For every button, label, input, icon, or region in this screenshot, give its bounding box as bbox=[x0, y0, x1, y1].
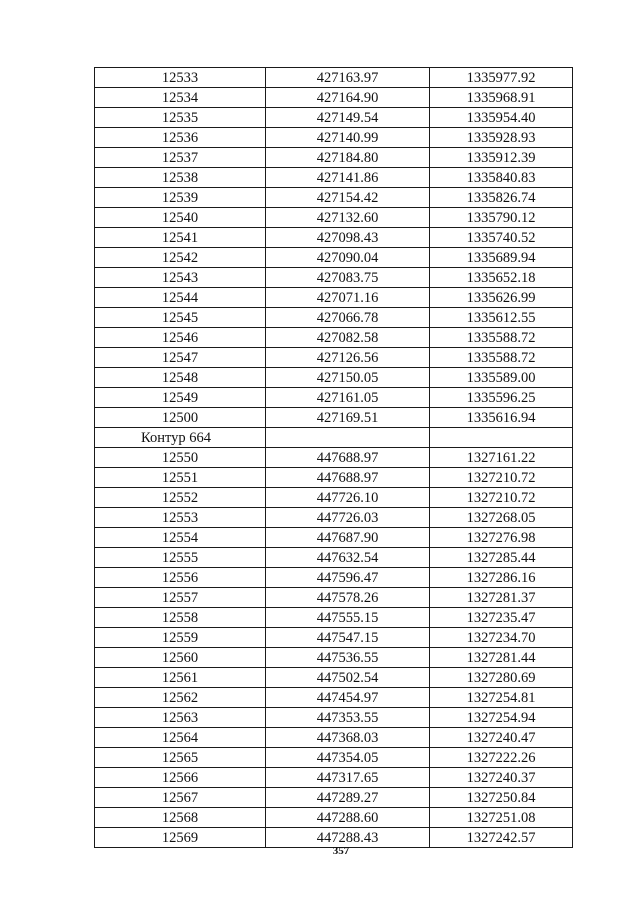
point-number-cell: 12554 bbox=[95, 528, 266, 548]
point-number-cell: 12561 bbox=[95, 668, 266, 688]
table-row bbox=[95, 668, 573, 688]
table-row bbox=[95, 68, 573, 88]
x-coordinate-cell: 447289.27 bbox=[266, 788, 430, 808]
table-row bbox=[95, 248, 573, 268]
x-coordinate-cell: 427164.90 bbox=[266, 88, 430, 108]
point-number-cell: 12539 bbox=[95, 188, 266, 208]
y-coordinate-cell: 1327210.72 bbox=[430, 488, 573, 508]
y-coordinate-cell: 1335588.72 bbox=[430, 328, 573, 348]
point-number-cell: 12535 bbox=[95, 108, 266, 128]
y-coordinate-cell: 1335954.40 bbox=[430, 108, 573, 128]
x-coordinate-cell: 447688.97 bbox=[266, 448, 430, 468]
x-coordinate-cell: 447555.15 bbox=[266, 608, 430, 628]
x-coordinate-cell: 447288.60 bbox=[266, 808, 430, 828]
y-coordinate-cell: 1327251.08 bbox=[430, 808, 573, 828]
table-row bbox=[95, 588, 573, 608]
x-coordinate-cell: 427090.04 bbox=[266, 248, 430, 268]
y-coordinate-cell: 1335652.18 bbox=[430, 268, 573, 288]
point-number-cell: 12546 bbox=[95, 328, 266, 348]
y-coordinate-cell: 1335616.94 bbox=[430, 408, 573, 428]
y-coordinate-cell: 1327286.16 bbox=[430, 568, 573, 588]
x-coordinate-cell: 447726.03 bbox=[266, 508, 430, 528]
point-number-cell: 12567 bbox=[95, 788, 266, 808]
y-coordinate-cell: 1327222.26 bbox=[430, 748, 573, 768]
x-coordinate-cell: 447547.15 bbox=[266, 628, 430, 648]
table-row bbox=[95, 568, 573, 588]
point-number-cell: 12540 bbox=[95, 208, 266, 228]
point-number-cell: 12534 bbox=[95, 88, 266, 108]
x-coordinate-cell: 427161.05 bbox=[266, 388, 430, 408]
y-coordinate-cell: 1327161.22 bbox=[430, 448, 573, 468]
y-coordinate-cell: 1327235.47 bbox=[430, 608, 573, 628]
x-coordinate-cell: 447726.10 bbox=[266, 488, 430, 508]
y-coordinate-cell: 1327240.37 bbox=[430, 768, 573, 788]
table-row bbox=[95, 628, 573, 648]
table-row bbox=[95, 348, 573, 368]
x-coordinate-cell: 427163.97 bbox=[266, 68, 430, 88]
x-coordinate-cell: 427184.80 bbox=[266, 148, 430, 168]
coordinates-table bbox=[94, 67, 573, 848]
table-row bbox=[95, 528, 573, 548]
y-coordinate-cell: 1327281.44 bbox=[430, 648, 573, 668]
x-coordinate-cell: 427082.58 bbox=[266, 328, 430, 348]
table-row bbox=[95, 228, 573, 248]
point-number-cell: 12543 bbox=[95, 268, 266, 288]
table-row bbox=[95, 548, 573, 568]
y-coordinate-cell: 1335928.93 bbox=[430, 128, 573, 148]
point-number-cell: 12559 bbox=[95, 628, 266, 648]
y-coordinate-cell: 1335596.25 bbox=[430, 388, 573, 408]
point-number-cell: 12551 bbox=[95, 468, 266, 488]
x-coordinate-cell: 447288.43 bbox=[266, 828, 430, 848]
point-number-cell: 12547 bbox=[95, 348, 266, 368]
point-number-cell: 12545 bbox=[95, 308, 266, 328]
point-number-cell: 12544 bbox=[95, 288, 266, 308]
point-number-cell: 12550 bbox=[95, 448, 266, 468]
point-number-cell: 12557 bbox=[95, 588, 266, 608]
x-coordinate-cell: 427098.43 bbox=[266, 228, 430, 248]
y-coordinate-cell: 1327240.47 bbox=[430, 728, 573, 748]
y-coordinate-cell: 1335912.39 bbox=[430, 148, 573, 168]
table-row bbox=[95, 368, 573, 388]
x-coordinate-cell: 427066.78 bbox=[266, 308, 430, 328]
y-coordinate-cell: 1327254.94 bbox=[430, 708, 573, 728]
point-number-cell: 12553 bbox=[95, 508, 266, 528]
y-coordinate-cell: 1327210.72 bbox=[430, 468, 573, 488]
page-number: 357 bbox=[332, 845, 350, 857]
x-coordinate-cell: 447502.54 bbox=[266, 668, 430, 688]
y-coordinate-cell bbox=[430, 428, 573, 448]
point-number-cell: 12541 bbox=[95, 228, 266, 248]
x-coordinate-cell: 447578.26 bbox=[266, 588, 430, 608]
point-number-cell: 12556 bbox=[95, 568, 266, 588]
table-row bbox=[95, 488, 573, 508]
table-row bbox=[95, 788, 573, 808]
point-number-cell: 12548 bbox=[95, 368, 266, 388]
y-coordinate-cell: 1335588.72 bbox=[430, 348, 573, 368]
y-coordinate-cell: 1335840.83 bbox=[430, 168, 573, 188]
point-number-cell: 12565 bbox=[95, 748, 266, 768]
y-coordinate-cell: 1335589.00 bbox=[430, 368, 573, 388]
x-coordinate-cell: 447454.97 bbox=[266, 688, 430, 708]
section-label: Контур 664 bbox=[95, 428, 266, 448]
y-coordinate-cell: 1335977.92 bbox=[430, 68, 573, 88]
y-coordinate-cell: 1335740.52 bbox=[430, 228, 573, 248]
point-number-cell: 12549 bbox=[95, 388, 266, 408]
y-coordinate-cell: 1335968.91 bbox=[430, 88, 573, 108]
x-coordinate-cell: 447536.55 bbox=[266, 648, 430, 668]
y-coordinate-cell: 1327250.84 bbox=[430, 788, 573, 808]
table-row bbox=[95, 408, 573, 428]
point-number-cell: 12555 bbox=[95, 548, 266, 568]
x-coordinate-cell: 447687.90 bbox=[266, 528, 430, 548]
table-row bbox=[95, 708, 573, 728]
table-row bbox=[95, 328, 573, 348]
table-row bbox=[95, 128, 573, 148]
x-coordinate-cell: 447353.55 bbox=[266, 708, 430, 728]
point-number-cell: 12568 bbox=[95, 808, 266, 828]
table-row bbox=[95, 768, 573, 788]
table-row bbox=[95, 648, 573, 668]
table-row bbox=[95, 188, 573, 208]
x-coordinate-cell: 427154.42 bbox=[266, 188, 430, 208]
y-coordinate-cell: 1327234.70 bbox=[430, 628, 573, 648]
x-coordinate-cell: 447317.65 bbox=[266, 768, 430, 788]
x-coordinate-cell: 447632.54 bbox=[266, 548, 430, 568]
table-row bbox=[95, 88, 573, 108]
table-row bbox=[95, 448, 573, 468]
table-row bbox=[95, 808, 573, 828]
table-row bbox=[95, 388, 573, 408]
y-coordinate-cell: 1327268.05 bbox=[430, 508, 573, 528]
y-coordinate-cell: 1335689.94 bbox=[430, 248, 573, 268]
table-row bbox=[95, 168, 573, 188]
point-number-cell: 12562 bbox=[95, 688, 266, 708]
x-coordinate-cell: 427126.56 bbox=[266, 348, 430, 368]
point-number-cell: 12569 bbox=[95, 828, 266, 848]
y-coordinate-cell: 1327280.69 bbox=[430, 668, 573, 688]
point-number-cell: 12536 bbox=[95, 128, 266, 148]
table-row bbox=[95, 288, 573, 308]
y-coordinate-cell: 1335612.55 bbox=[430, 308, 573, 328]
table-row bbox=[95, 508, 573, 528]
point-number-cell: 12563 bbox=[95, 708, 266, 728]
point-number-cell: 12566 bbox=[95, 768, 266, 788]
y-coordinate-cell: 1327242.57 bbox=[430, 828, 573, 848]
point-number-cell: 12500 bbox=[95, 408, 266, 428]
point-number-cell: 12538 bbox=[95, 168, 266, 188]
x-coordinate-cell: 447354.05 bbox=[266, 748, 430, 768]
y-coordinate-cell: 1327285.44 bbox=[430, 548, 573, 568]
x-coordinate-cell: 427150.05 bbox=[266, 368, 430, 388]
x-coordinate-cell: 427169.51 bbox=[266, 408, 430, 428]
x-coordinate-cell: 427083.75 bbox=[266, 268, 430, 288]
point-number-cell: 12552 bbox=[95, 488, 266, 508]
point-number-cell: 12542 bbox=[95, 248, 266, 268]
x-coordinate-cell: 427132.60 bbox=[266, 208, 430, 228]
table-row bbox=[95, 468, 573, 488]
y-coordinate-cell: 1335790.12 bbox=[430, 208, 573, 228]
point-number-cell: 12560 bbox=[95, 648, 266, 668]
y-coordinate-cell: 1327276.98 bbox=[430, 528, 573, 548]
y-coordinate-cell: 1335826.74 bbox=[430, 188, 573, 208]
point-number-cell: 12537 bbox=[95, 148, 266, 168]
table-row bbox=[95, 148, 573, 168]
point-number-cell: 12533 bbox=[95, 68, 266, 88]
x-coordinate-cell: 427149.54 bbox=[266, 108, 430, 128]
table-row bbox=[95, 608, 573, 628]
point-number-cell: 12564 bbox=[95, 728, 266, 748]
table-row bbox=[95, 108, 573, 128]
table-row bbox=[95, 748, 573, 768]
x-coordinate-cell: 427071.16 bbox=[266, 288, 430, 308]
table-row bbox=[95, 728, 573, 748]
y-coordinate-cell: 1335626.99 bbox=[430, 288, 573, 308]
y-coordinate-cell: 1327281.37 bbox=[430, 588, 573, 608]
y-coordinate-cell: 1327254.81 bbox=[430, 688, 573, 708]
x-coordinate-cell: 447688.97 bbox=[266, 468, 430, 488]
table-row bbox=[95, 688, 573, 708]
table-row bbox=[95, 268, 573, 288]
table-row bbox=[95, 428, 573, 448]
x-coordinate-cell: 447368.03 bbox=[266, 728, 430, 748]
x-coordinate-cell: 427141.86 bbox=[266, 168, 430, 188]
table-row bbox=[95, 208, 573, 228]
x-coordinate-cell: 447596.47 bbox=[266, 568, 430, 588]
point-number-cell: 12558 bbox=[95, 608, 266, 628]
x-coordinate-cell: 427140.99 bbox=[266, 128, 430, 148]
table-row bbox=[95, 308, 573, 328]
x-coordinate-cell bbox=[266, 428, 430, 448]
